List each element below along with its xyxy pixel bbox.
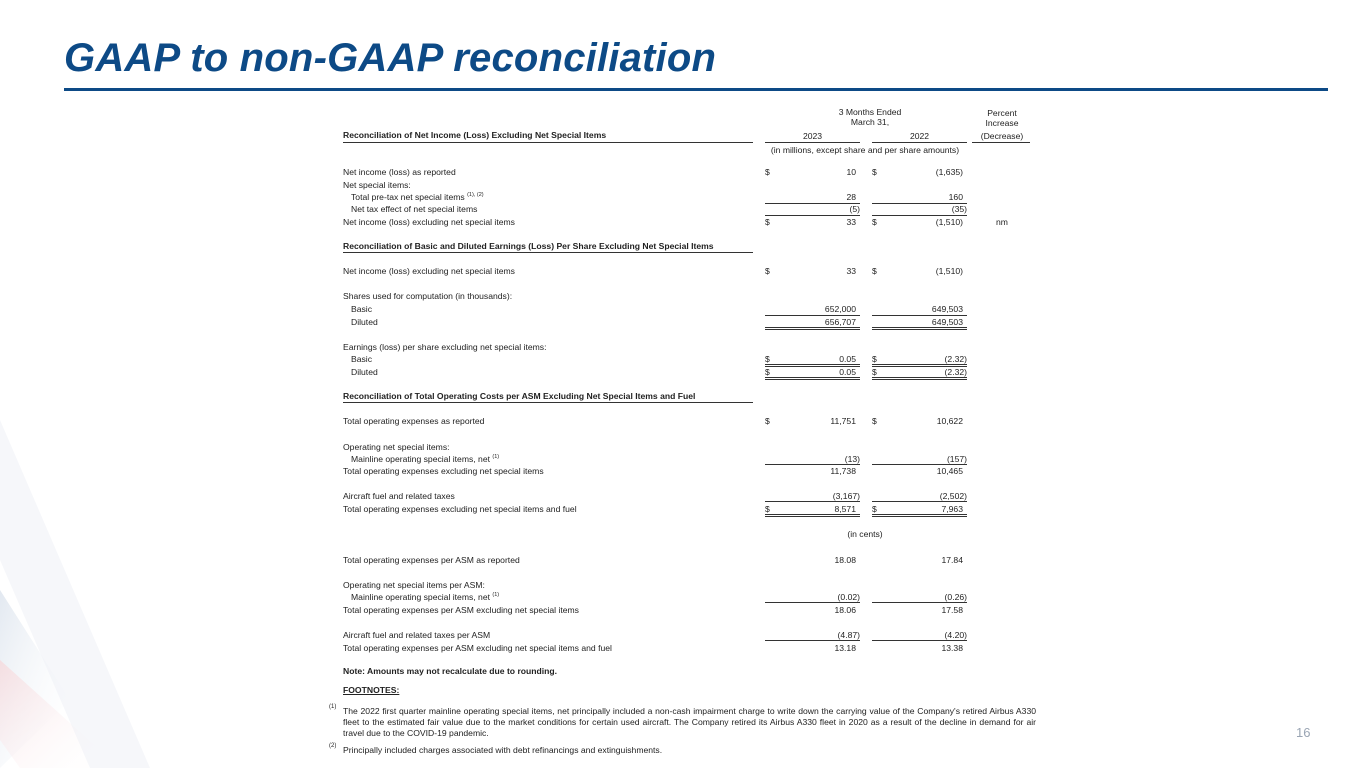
row-label: Total operating expenses excluding net special items and fuel <box>343 504 577 514</box>
value-2022: 160 <box>948 192 963 202</box>
currency-sign: $ <box>765 416 770 426</box>
row-label: Total operating expenses per ASM excluding net special items <box>343 605 579 615</box>
decorative-swoosh <box>0 0 260 768</box>
value-2022: (1,510) <box>935 266 963 276</box>
rounding-note: Note: Amounts may not recalculate due to rounding. <box>343 666 558 676</box>
value-2023: 0.05 <box>839 354 856 364</box>
currency-sign: $ <box>872 167 877 177</box>
double-underline <box>872 327 967 330</box>
row-label: Total operating expenses per ASM as reported <box>343 555 520 565</box>
value-2023: 652,000 <box>824 304 856 314</box>
currency-sign: $ <box>872 367 877 377</box>
double-underline <box>765 514 860 517</box>
value-2022: (35) <box>951 204 967 214</box>
header-months: 3 Months Ended <box>838 107 902 117</box>
section-net-income-title: Reconciliation of Net Income (Loss) Excluding Net Special Items <box>343 130 607 140</box>
footnote-1-text: The 2022 first quarter mainline operating special items, net principally included a non-cash impairment charge to write down the carrying value of the Company's retired Airbus A330 fleet to the estimated fair value due to the market conditions for certain used aircraft. The Company retired its Airbus A330 fleet in 2020 as a result of the decline in demand for air travel due to the COVID-19 pandemic. <box>343 706 1036 739</box>
value-2023: 8,571 <box>834 504 856 514</box>
underline <box>872 501 967 502</box>
currency-sign: $ <box>872 266 877 276</box>
units-note: (in millions, except share and per share amounts) <box>770 145 960 155</box>
value-2022: (2,502) <box>939 491 967 501</box>
value-2023: 10 <box>846 167 856 177</box>
value-2022: 17.84 <box>941 555 963 565</box>
value-2022: 10,622 <box>936 416 963 426</box>
row-label: Total operating expenses excluding net special items <box>343 466 544 476</box>
row-label: Aircraft fuel and related taxes per ASM <box>343 630 491 640</box>
value-2023: 33 <box>846 266 856 276</box>
header-decrease: (Decrease) <box>980 131 1024 141</box>
value-2022: (0.26) <box>944 592 967 602</box>
underline <box>872 315 967 316</box>
row-label: Basic <box>351 354 373 364</box>
underline <box>765 501 860 502</box>
row-label: Net income (loss) as reported <box>343 167 456 177</box>
header-period: March 31, <box>850 117 890 127</box>
title-rule <box>64 88 1328 91</box>
double-underline <box>872 377 967 380</box>
value-2023: (3,167) <box>832 491 860 501</box>
currency-sign: $ <box>765 354 770 364</box>
header-rule <box>972 142 1030 143</box>
footnote-ref: (1), (2) <box>467 192 484 198</box>
row-label: Operating net special items: <box>343 442 450 452</box>
currency-sign: $ <box>872 504 877 514</box>
section-eps-title: Reconciliation of Basic and Diluted Earnings (Loss) Per Share Excluding Net Special Items <box>343 241 714 251</box>
header-rule <box>872 142 967 143</box>
row-label: Diluted <box>351 317 378 327</box>
row-label: Total operating expenses as reported <box>343 416 485 426</box>
slide-title: GAAP to non-GAAP reconciliation <box>64 36 717 80</box>
row-label: Net special items: <box>343 180 411 190</box>
row-label: Mainline operating special items, net $^{(1)}$ <box>351 592 500 602</box>
row-label: Total operating expenses per ASM excluding net special items and fuel <box>343 643 612 653</box>
underline <box>765 464 860 465</box>
value-2023: 0.05 <box>839 367 856 377</box>
currency-sign: $ <box>765 367 770 377</box>
value-2022: 649,503 <box>931 304 963 314</box>
currency-sign: $ <box>765 504 770 514</box>
underline <box>872 464 967 465</box>
value-2022: (2.32) <box>944 367 967 377</box>
value-2022: 649,503 <box>931 317 963 327</box>
value-2023: (0.02) <box>837 592 860 602</box>
underline <box>765 315 860 316</box>
value-2023: (4.87) <box>837 630 860 640</box>
currency-sign: $ <box>765 167 770 177</box>
underline <box>872 602 967 603</box>
row-label: Diluted <box>351 367 378 377</box>
header-rule <box>343 142 753 143</box>
underline <box>765 215 860 216</box>
value-2023: (5) <box>849 204 860 214</box>
footnote-2-marker: (2) <box>329 743 337 749</box>
value-2023: 28 <box>846 192 856 202</box>
footnote-2-text: Principally included charges associated with debt refinancings and extinguishments. <box>343 745 663 755</box>
currency-sign: $ <box>872 217 877 227</box>
row-label: Net income (loss) excluding net special items <box>343 266 515 276</box>
in-cents-note: (in cents) <box>847 529 883 539</box>
double-underline <box>765 327 860 330</box>
value-2023: 18.08 <box>834 555 856 565</box>
footnote-ref: (1) <box>492 592 500 598</box>
value-2023: 11,738 <box>830 466 856 476</box>
page-number: 16 <box>1296 725 1311 740</box>
underline <box>765 640 860 641</box>
row-label: Operating net special items per ASM: <box>343 580 485 590</box>
value-2023: 11,751 <box>830 416 856 426</box>
footnote-1-marker: (1) <box>329 704 337 710</box>
double-underline <box>765 377 860 380</box>
value-2022: 7,963 <box>941 504 963 514</box>
section-rule <box>343 252 753 253</box>
value-2023: 13.18 <box>834 643 856 653</box>
value-2022: 10,465 <box>936 466 963 476</box>
currency-sign: $ <box>872 354 877 364</box>
currency-sign: $ <box>872 416 877 426</box>
currency-sign: $ <box>765 266 770 276</box>
value-2023: (13) <box>844 454 860 464</box>
value-2022: (157) <box>946 454 967 464</box>
row-label: Total pre-tax net special items $^{(1), (2)}$ <box>351 192 484 202</box>
double-underline <box>872 514 967 517</box>
value-2023: 656,707 <box>824 317 856 327</box>
header-col-2023: 2023 <box>802 131 823 141</box>
value-2022: (1,635) <box>935 167 963 177</box>
value-2022: (4.20) <box>944 630 967 640</box>
row-label: Aircraft fuel and related taxes <box>343 491 455 501</box>
value-2022: (2.32) <box>944 354 967 364</box>
row-label: Basic <box>351 304 373 314</box>
value-2023: 33 <box>846 217 856 227</box>
section-rule <box>343 402 753 403</box>
header-increase: Increase <box>985 118 1019 128</box>
value-2022: (1,510) <box>935 217 963 227</box>
row-label: Net income (loss) excluding net special items <box>343 217 515 227</box>
value-2022: 13.38 <box>941 643 963 653</box>
section-casm-title: Reconciliation of Total Operating Costs per ASM Excluding Net Special Items and Fuel <box>343 391 696 401</box>
footnotes-title: FOOTNOTES: <box>343 685 400 695</box>
percent-change: nm <box>996 217 1008 227</box>
value-2022: 17.58 <box>941 605 963 615</box>
footnote-ref: (1) <box>492 454 500 460</box>
value-2023: 18.06 <box>834 605 856 615</box>
underline <box>872 640 967 641</box>
row-label: Earnings (loss) per share excluding net special items: <box>343 342 547 352</box>
underline <box>765 602 860 603</box>
row-label: Shares used for computation (in thousands): <box>343 291 513 301</box>
row-label: Net tax effect of net special items <box>351 204 478 214</box>
header-col-2022: 2022 <box>909 131 930 141</box>
underline <box>872 215 967 216</box>
currency-sign: $ <box>765 217 770 227</box>
header-rule <box>765 142 860 143</box>
header-percent: Percent <box>987 108 1017 118</box>
row-label: Mainline operating special items, net $^{(1)}$ <box>351 454 500 464</box>
